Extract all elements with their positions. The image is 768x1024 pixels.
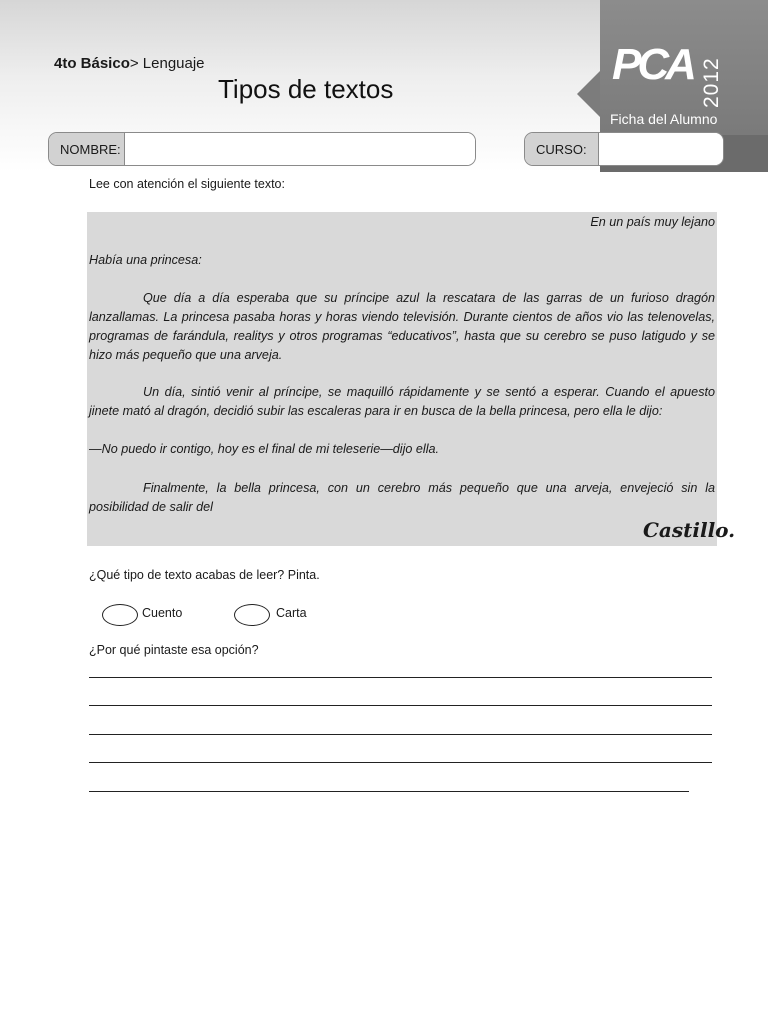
name-label: NOMBRE: [49, 133, 125, 165]
logo-pca-letters: PCA [612, 40, 693, 89]
page-title: Tipos de textos [218, 74, 394, 104]
course-field [524, 132, 724, 166]
reading-place: En un país muy lejano [590, 215, 715, 229]
breadcrumb-separator: > [129, 55, 139, 72]
question-2-text: ¿Por qué pintaste esa opción? [89, 643, 259, 657]
answer-line-4[interactable] [89, 762, 712, 763]
option-cuento-label: Cuento [142, 606, 183, 620]
instruction-text: Lee con atención el siguiente texto: [89, 177, 285, 191]
answer-line-3[interactable] [89, 734, 712, 735]
answer-line-5[interactable] [89, 791, 689, 792]
reading-paragraph-3: Finalmente, la bella princesa, con un cerebro más pequeño que una arveja, envejeció sin la posibilidad de salir del [89, 481, 715, 514]
grade-subject-line [54, 55, 205, 72]
name-field [48, 132, 476, 166]
author-signature: Castillo. [643, 518, 736, 542]
option-carta-oval[interactable] [234, 604, 270, 626]
reading-dialogue: —No puedo ir contigo, hoy es el final de mi teleserie—dijo ella. [89, 442, 440, 456]
reading-paragraph-2: Un día, sintió venir al príncipe, se maquilló rápidamente y se sentó a esperar. Cuando el apuesto jinete mató al dragón, decidió subir las escaleras para ir en busca de la bella princesa, pero ella le dijo: [89, 385, 715, 418]
answer-line-1[interactable] [89, 677, 712, 678]
option-cuento-oval[interactable] [102, 604, 138, 626]
answer-line-2[interactable] [89, 705, 712, 706]
logo-caption: Ficha del Alumno [610, 111, 718, 127]
reading-paragraph-1: Que día a día esperaba que su príncipe azul la rescatara de las garras de un furioso dragón lanzallamas. La princesa pasaba horas y horas viendo televisión. Durante cientos de años vio las telenovelas, programas de farándula, realitys y otros programas “educativos”, hasta que su cerebro se puso latigudo y se hizo más pequeño que una arveja. [89, 291, 715, 362]
option-carta-label: Carta [276, 606, 307, 620]
grade-label: 4to Básico [54, 55, 130, 72]
question-1-text: ¿Qué tipo de texto acabas de leer? Pinta. [89, 568, 320, 582]
name-input[interactable] [126, 133, 475, 166]
course-label: CURSO: [525, 133, 599, 165]
logo-tab-shape [577, 70, 601, 118]
reading-opening: Había una princesa: [89, 253, 202, 267]
course-input[interactable] [600, 133, 724, 166]
subject-label: Lenguaje [142, 55, 205, 72]
logo-year: 2012 [700, 57, 723, 108]
